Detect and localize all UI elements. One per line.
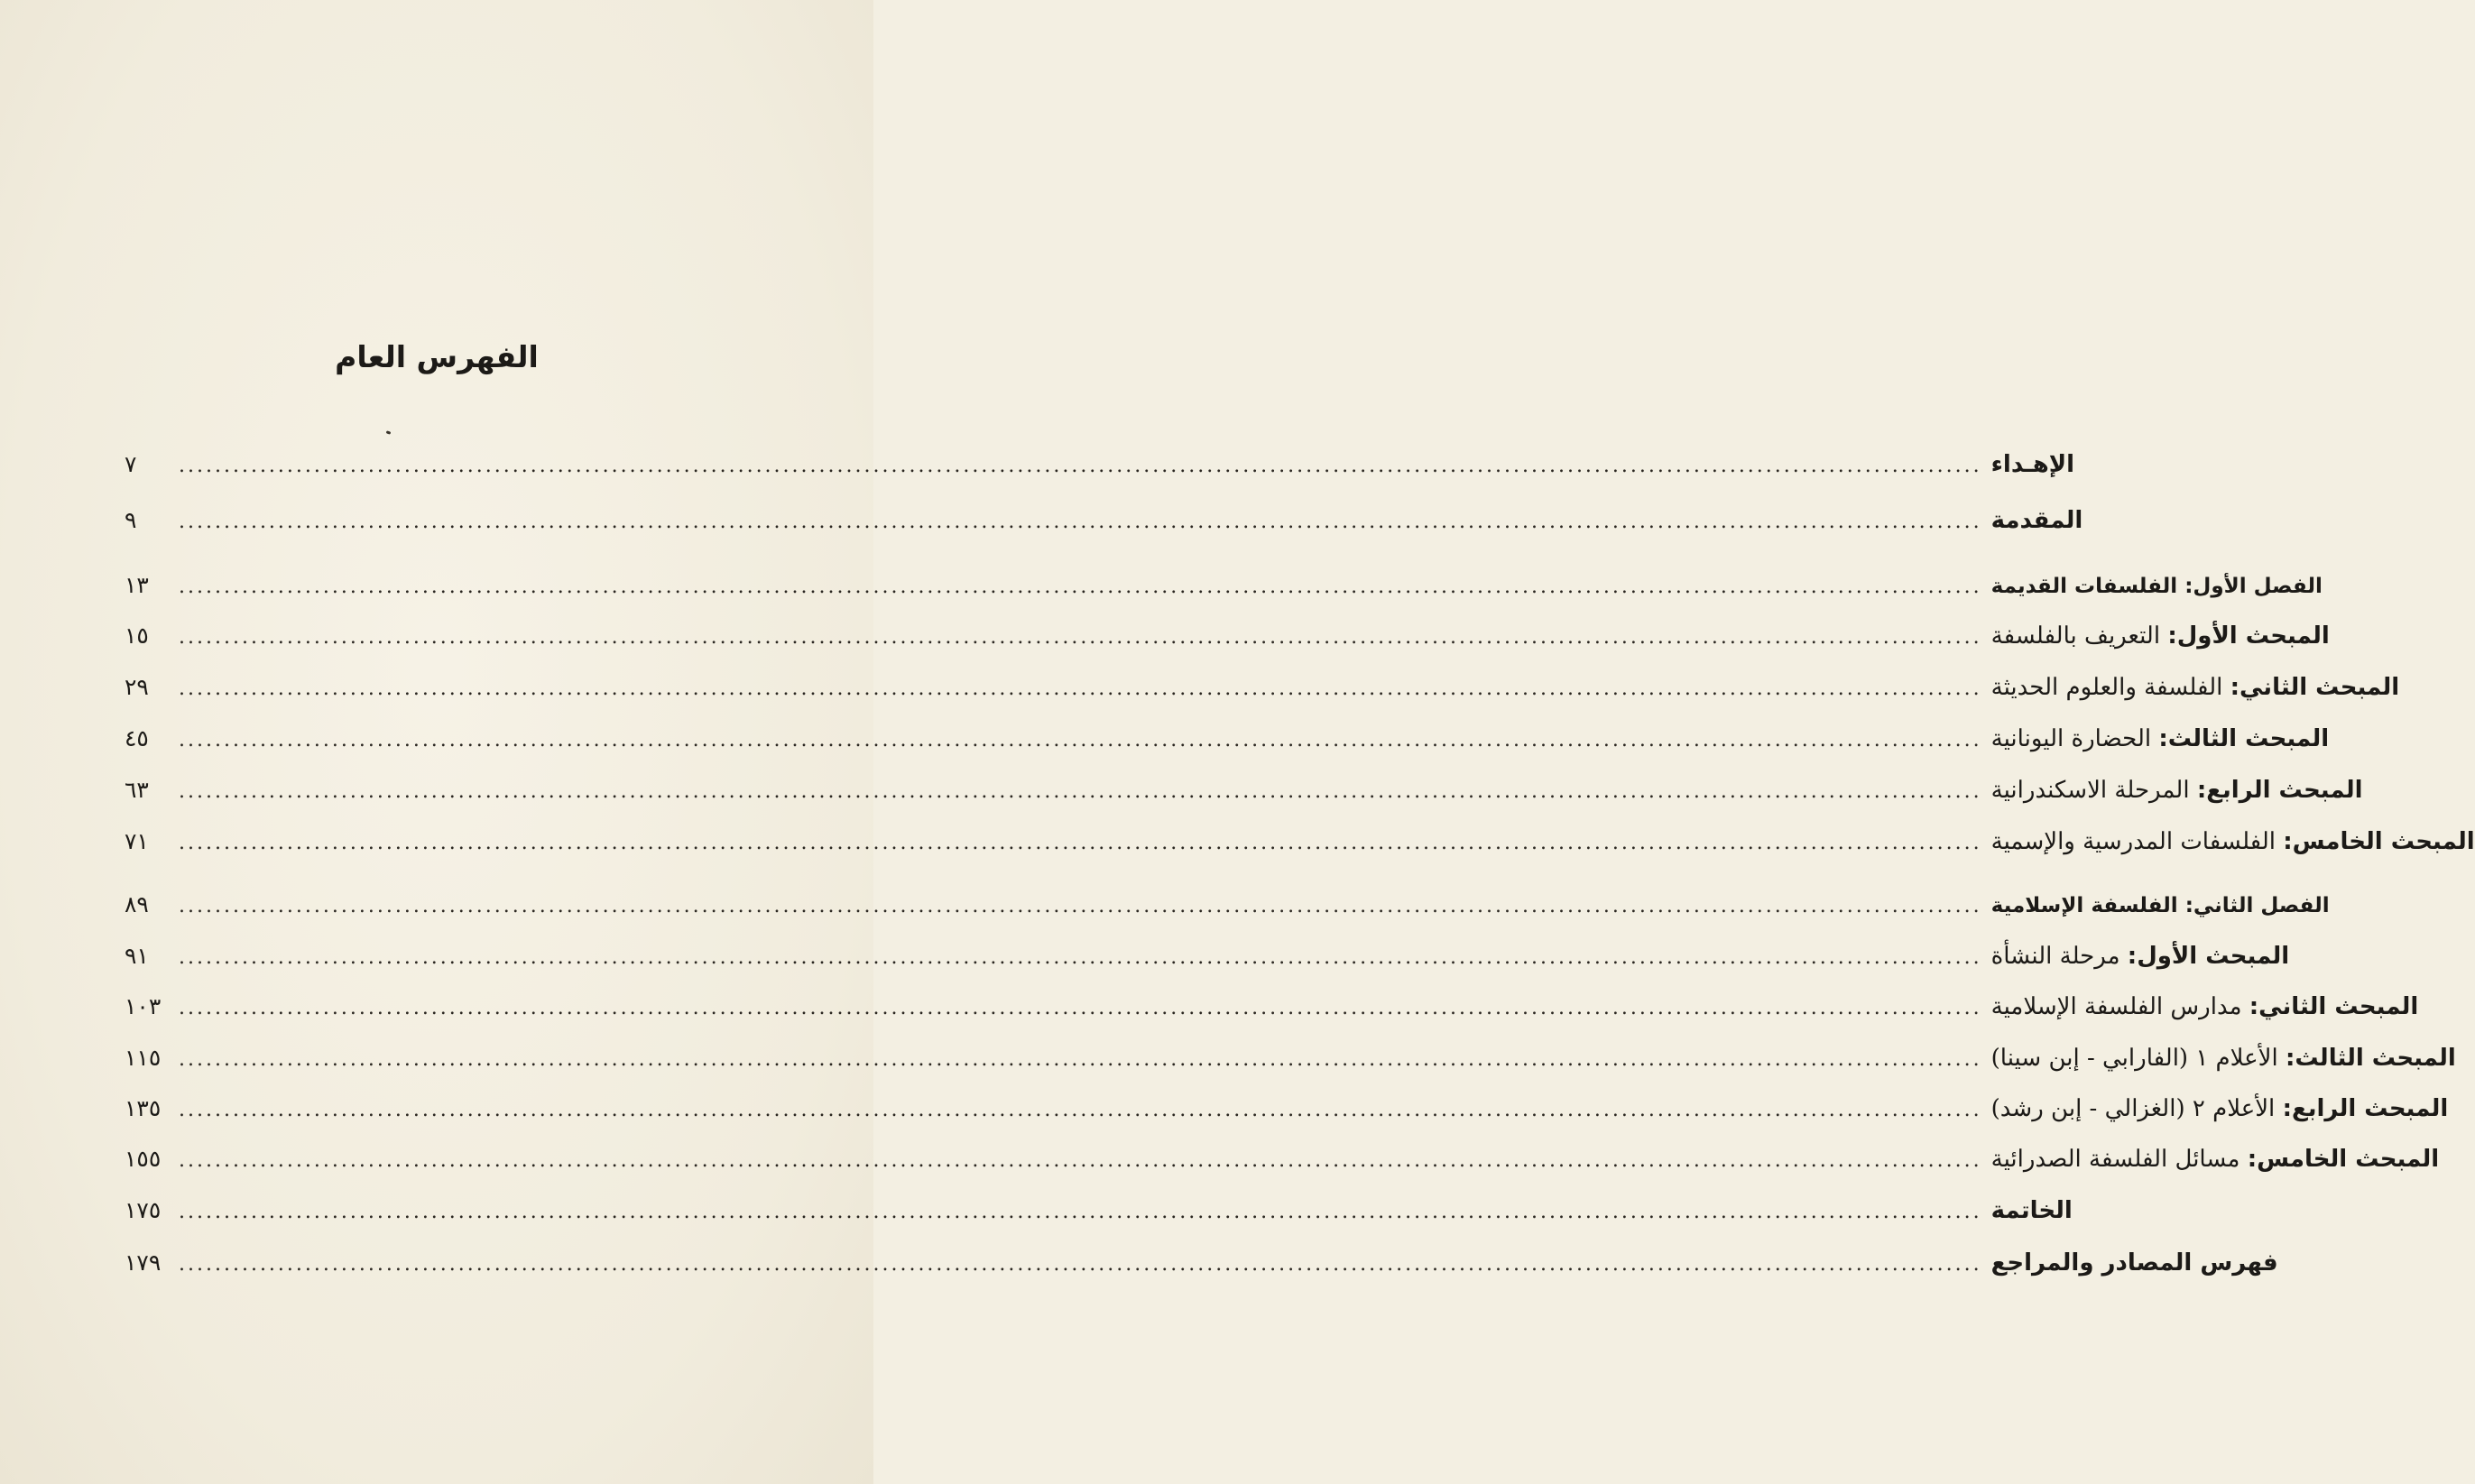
toc-chapter-label: الفصل الثاني: الفلسفة الإسلامية [1990,894,2330,917]
toc-entry-label [1991,993,2419,1020]
toc-leader-dots: ........................................................................................................................................................................................................ [179,832,1982,854]
section-title: الأعلام ١ (الفارابي - إبن سينا) [1990,1045,2286,1072]
toc-entry-chapter-2 [125,891,2330,931]
toc-page-number: ١٥٥ [125,1146,162,1172]
toc-page-number: ٨٩ [125,891,149,917]
section-heading: المبحث الخامس: [2247,1146,2440,1173]
section-title: مدارس الفلسفة الإسلامية [1990,993,2249,1020]
toc-page-number: ٧١ [125,828,149,854]
toc-page-number: ١٠٣ [125,993,162,1019]
toc-entry-section [125,993,2419,1033]
toc-page-number: ١٣٥ [125,1095,162,1121]
toc-leader-dots: ........................................................................................................................................................................................................ [179,626,1982,649]
toc-entry-label [1991,1146,2440,1173]
ink-speck [386,430,392,435]
section-heading: المبحث الأول: [2167,622,2330,650]
toc-page-number: ٦٣ [125,777,149,803]
section-title: الفلسفة والعلوم الحديثة [1990,674,2230,701]
toc-page-number: ١٧٩ [125,1249,162,1276]
section-heading: المبحث الرابع: [2196,777,2363,804]
section-heading: المبحث الثاني: [2230,674,2400,701]
toc-leader-dots: ........................................................................................................................................................................................................ [179,1149,1982,1172]
toc-entry-label [1991,1045,2456,1072]
toc-page-number: ٩١ [125,943,149,969]
section-heading: المبحث الثاني: [2249,993,2419,1020]
toc-page-number: ١٧٥ [125,1197,162,1223]
toc-entry-label: الإهـداء [1990,451,2075,478]
toc-leader-dots: ........................................................................................................................................................................................................ [179,511,1982,533]
toc-entry-section [125,1146,2440,1185]
section-title: المرحلة الاسكندرانية [1990,777,2197,804]
toc-entry-label [1991,725,2330,752]
toc-entry-section [125,777,2363,816]
toc-leader-dots: ........................................................................................................................................................................................................ [179,997,1982,1019]
toc-entry-label: الخاتمة [1990,1197,2073,1224]
toc-page-number: ١١٥ [125,1045,162,1071]
toc-page-number: ١٣ [125,572,149,598]
toc-entry-bibliography [125,1249,2278,1289]
toc-page-number: ٧ [125,451,137,477]
toc-leader-dots: ........................................................................................................................................................................................................ [179,1201,1982,1223]
toc-leader-dots: ........................................................................................................................................................................................................ [179,455,1982,477]
toc-entry-conclusion [125,1197,2073,1237]
toc-leader-dots: ........................................................................................................................................................................................................ [179,677,1982,700]
toc-entry-introduction [125,507,2083,547]
toc-page-number: ١٥ [125,622,149,649]
toc-entry-section [125,943,2290,982]
section-heading: المبحث الأول: [2127,943,2290,970]
toc-entry-section [125,1045,2456,1084]
page-title: الفهرس العام [335,339,539,374]
toc-chapter-label: الفصل الأول: الفلسفات القديمة [1990,575,2323,598]
section-heading: المبحث الثالث: [2158,725,2330,752]
section-title: مسائل الفلسفة الصدرائية [1990,1146,2248,1173]
toc-leader-dots: ........................................................................................................................................................................................................ [179,1099,1982,1121]
toc-entry-label [1991,1095,2449,1122]
section-title: الحضارة اليونانية [1990,725,2159,752]
toc-entry-chapter-1 [125,572,2323,612]
toc-leader-dots: ........................................................................................................................................................................................................ [179,780,1982,803]
toc-entry-label [1991,674,2400,701]
toc-leader-dots: ........................................................................................................................................................................................................ [179,1048,1982,1071]
toc-entry-label [1991,777,2363,804]
toc-entry-section [125,828,2475,868]
toc-leader-dots: ........................................................................................................................................................................................................ [179,576,1982,598]
toc-entry-label [1991,943,2290,970]
toc-page-number: ٤٥ [125,725,149,751]
section-heading: المبحث الخامس: [2283,828,2475,855]
toc-entry-section [125,725,2330,765]
toc-leader-dots: ........................................................................................................................................................................................................ [179,1253,1982,1276]
toc-entry-label: المقدمة [1990,507,2083,534]
toc-page-number: ٢٩ [125,674,149,700]
toc-entry-section [125,622,2330,662]
toc-leader-dots: ........................................................................................................................................................................................................ [179,895,1982,917]
toc-entry-dedication [125,451,2075,491]
toc-leader-dots: ........................................................................................................................................................................................................ [179,729,1982,751]
section-title: مرحلة النشأة [1990,943,2128,970]
toc-leader-dots: ........................................................................................................................................................................................................ [179,946,1982,969]
toc-entry-section [125,1095,2449,1135]
section-title: الأعلام ٢ (الغزالي - إبن رشد) [1990,1095,2283,1122]
section-heading: المبحث الثالث: [2286,1045,2456,1072]
toc-entry-section [125,674,2400,714]
section-heading: المبحث الرابع: [2282,1095,2449,1122]
toc-page-number: ٩ [125,507,137,533]
section-title: التعريف بالفلسفة [1990,622,2168,650]
toc-entry-label [1991,622,2330,650]
section-title: الفلسفات المدرسية والإسمية [1990,828,2284,855]
toc-entry-label: فهرس المصادر والمراجع [1990,1249,2278,1277]
toc-entry-label [1991,828,2475,855]
